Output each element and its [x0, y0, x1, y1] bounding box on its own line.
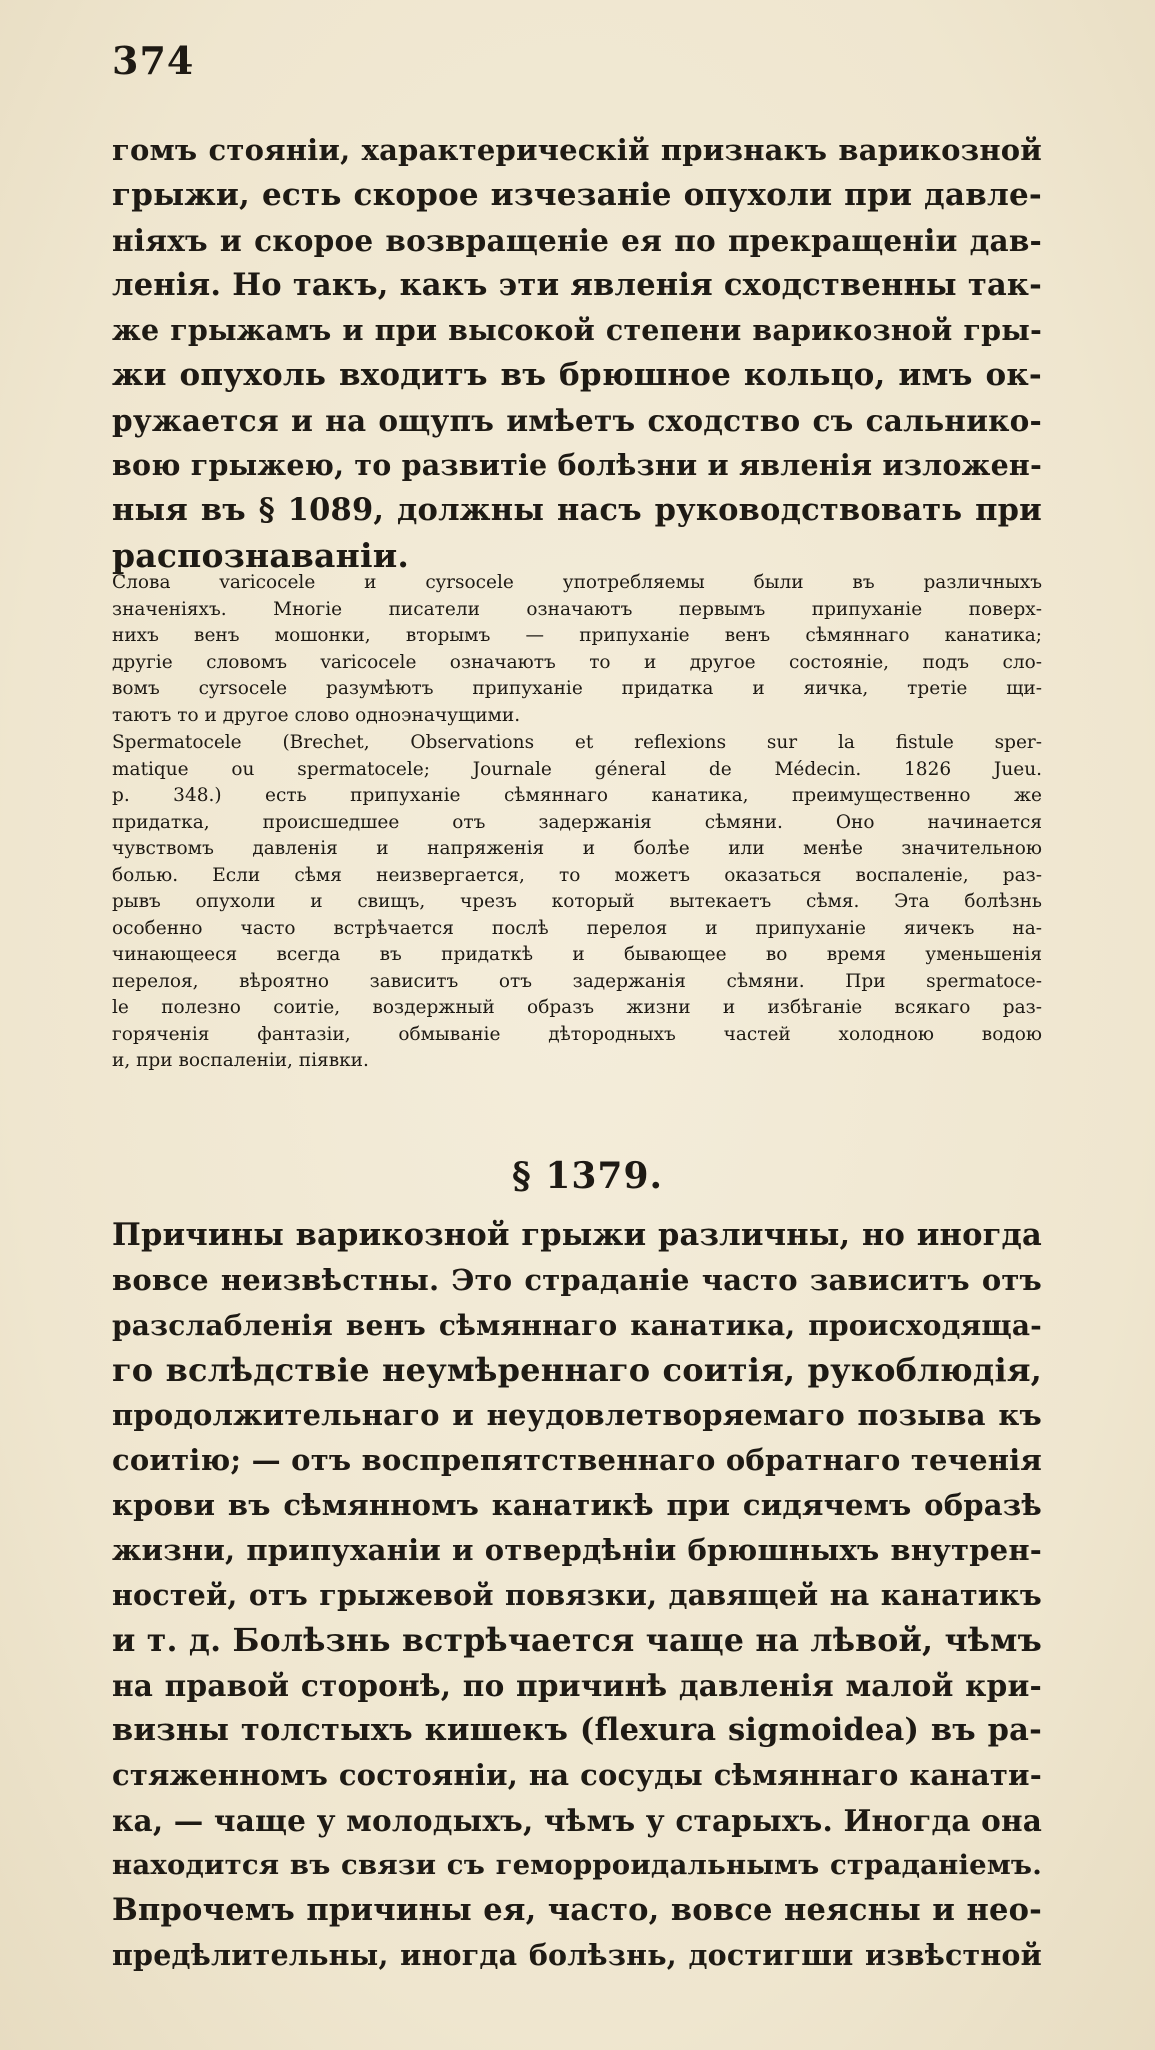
text-line: жизни, припуханiи и отвердѣнiи брюшныхъ внутрен- [112, 1533, 1042, 1567]
note-line: перелоя, вѣроятно зависитъ отъ задержанiя сѣмяни. При spermatoce- [112, 970, 1042, 992]
note-line: p. 348.) есть припуханiе сѣмяннаго канатика, преимущественно же [112, 785, 1042, 806]
note-line: Spermatocele (Brechet, Observations et reflexions sur la fistule sper- [112, 732, 1042, 753]
text-line: ка, — чаще у молодыхъ, чѣмъ у старыхъ. Иногда она [112, 1803, 1042, 1838]
note-line: горяченiя фантазiи, обмыванiе дѣтородныхъ частей холодною водою [112, 1023, 1042, 1045]
note-line: matique ou spermatocele; Journale géneral de Médecin. 1826 Jueu. [112, 758, 1042, 780]
note-line: болью. Если сѣмя неизвергается, то можетъ оказаться воспаленiе, раз- [112, 864, 1042, 886]
text-line: го вслѣдствiе неумѣреннаго соитiя, рукоблюдiя, [112, 1351, 1042, 1389]
text-line: нiяхъ и скорое возвращенiе ея по прекращенiи дав- [112, 223, 1042, 258]
paragraph-1 [112, 128, 1042, 578]
text-line: предѣлительны, иногда болѣзнь, достигши извѣстной [112, 1938, 1042, 1972]
note-line: нихъ венъ мошонки, вторымъ — припуханiе венъ сѣмяннаго канатика; [112, 625, 1042, 646]
note-line: чинающееся всегда въ придаткѣ и бывающее во время уменьшенiя [112, 944, 1042, 965]
text-line: Причины варикозной грыжи различны, но иногда [112, 1217, 1042, 1253]
text-line: же грыжамъ и при высокой степени варикозной гры- [112, 313, 1042, 347]
note-line: и, при воспаленiи, пiявки. [112, 1050, 369, 1071]
note-line: значенiяхъ. Многiе писатели означаютъ первымъ припуханiе поверх- [112, 598, 1042, 620]
text-line: и т. д. Болѣзнь встрѣчается чаще на лѣвой, чѣмъ [112, 1622, 1042, 1659]
text-line: ностей, отъ грыжевой повязки, давящей на канатикъ [112, 1578, 1042, 1612]
note-line: особенно часто встрѣчается послѣ перелоя и припуханiе яичекъ на- [112, 917, 1042, 939]
text-line: ленiя. Но такъ, какъ эти явленiя сходственны так- [112, 267, 1042, 303]
note-2 [112, 730, 1042, 1075]
text-line: распознаванiи. [112, 536, 410, 575]
text-line: грыжи, есть скорое изчезанiе опухоли при давле- [112, 177, 1042, 213]
text-line: на правой сторонѣ, по причинѣ давленiя малой кри- [112, 1668, 1042, 1703]
note-line: придатка, происшедшее отъ задержанiя сѣмяни. Оно начинается [112, 811, 1042, 833]
text-line: Впрочемъ причины ея, часто, вовсе неясны и нео- [112, 1892, 1042, 1928]
text-line: вою грыжею, то развитiе болѣзни и явленiя изложен- [112, 448, 1042, 482]
text-line: находится въ связи съ геморроидальнымъ страданiемъ. [112, 1849, 1042, 1881]
text-line: продолжительнаго и неудовлетворяемаго позыва къ [112, 1398, 1042, 1432]
note-line: другiе словомъ varicocele означаютъ то и другое состоянiе, подъ сло- [112, 651, 1042, 673]
note-line: Слова varicocele и cyrsocele употребляемы были въ различныхъ [112, 572, 1042, 593]
note-line: таютъ то и другое слово одноэначущими. [112, 704, 521, 726]
note-1 [112, 570, 1042, 729]
text-line: визны толстыхъ кишекъ (flexura sigmoidea) въ ра- [112, 1712, 1042, 1748]
text-line: вовсе неизвѣстны. Это страданiе часто зависитъ отъ [112, 1263, 1042, 1297]
text-line: ружается и на ощупъ имѣетъ сходство съ сальнико- [112, 403, 1042, 438]
note-line: рывъ опухоли и свищъ, чрезъ который вытекаетъ сѣмя. Эта болѣзнь [112, 891, 1042, 912]
note-line: le полезно соитiе, воздержный образъ жизни и избѣганiе всякаго раз- [112, 997, 1042, 1018]
section-heading: § 1379. [511, 1155, 664, 1197]
text-line: разслабленiя венъ сѣмяннаго канатика, происходяща- [112, 1309, 1042, 1342]
note-line: чувствомъ давленiя и напряженiя и болѣе или менѣе значительною [112, 838, 1042, 859]
page-number: 374 [112, 38, 195, 83]
text-line: гомъ стоянiи, характерическiй признакъ варикозной [112, 133, 1042, 167]
note-line: вомъ cyrsocele разумѣютъ припуханiе придатка и яичка, третiе щи- [112, 678, 1042, 699]
text-line: жи опухоль входитъ въ брюшное кольцо, имъ ок- [112, 357, 1042, 393]
text-line: соитiю; — отъ воспрепятственнаго обратнаго теченiя [112, 1443, 1042, 1477]
text-line: крови въ сѣмянномъ канатикѣ при сидячемъ образѣ [112, 1488, 1042, 1522]
text-line: стяженномъ состоянiи, на сосуды сѣмяннаго канати- [112, 1758, 1042, 1792]
paragraph-2 [112, 1213, 1042, 1978]
text-line: ныя въ § 1089, должны насъ руководствовать при [112, 492, 1042, 528]
